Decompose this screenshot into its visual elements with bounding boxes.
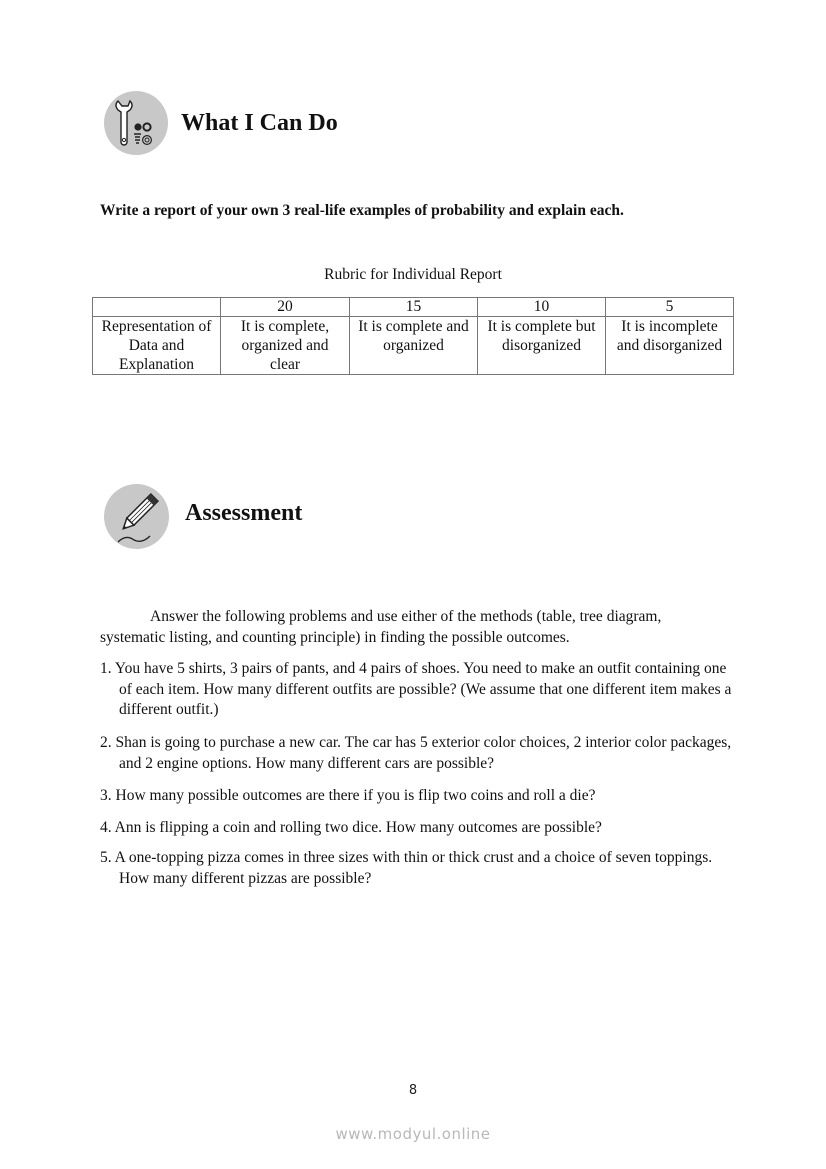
- problem-item: 4. Ann is flipping a coin and rolling two dice. How many outcomes are possible?: [100, 819, 602, 836]
- rubric-header-cell: 15: [350, 298, 478, 317]
- pencil-icon: [104, 484, 169, 549]
- page-number: 8: [408, 1083, 418, 1098]
- instruction-text: Write a report of your own 3 real-life examples of probability and explain each.: [100, 202, 624, 219]
- rubric-header-cell: 5: [606, 298, 734, 317]
- rubric-table: [92, 297, 734, 375]
- section-title: Assessment: [185, 500, 303, 526]
- rubric-header-cell: 10: [478, 298, 606, 317]
- rubric-header-cell: [93, 298, 221, 317]
- rubric-cell: It is complete, organized and clear: [221, 317, 350, 375]
- problem-item: 3. How many possible outcomes are there if you is flip two coins and roll a die?: [100, 787, 596, 804]
- rubric-cell: It is complete and organized: [350, 317, 478, 375]
- assessment-intro: [100, 607, 720, 648]
- wrench-and-bolts-icon: [104, 91, 168, 155]
- rubric-cell: It is incomplete and disorganized: [606, 317, 734, 375]
- problem-item: 1. You have 5 shirts, 3 pairs of pants, and 4 pairs of shoes. You need to make an outfit containing one of each item. How many different outfits are possible? (We assume that one different item makes a different outfit.): [100, 660, 732, 718]
- rubric-header-cell: 20: [221, 298, 350, 317]
- rubric-cell: It is complete but disorganized: [478, 317, 606, 375]
- rubric-criterion-cell: Representation of Data and Explanation: [93, 317, 221, 375]
- problem-item: 5. A one-topping pizza comes in three sizes with thin or thick crust and a choice of seven toppings. How many different pizzas are possible?: [100, 849, 713, 887]
- rubric-header-row: [93, 298, 734, 317]
- assessment-intro-text: Answer the following problems and use either of the methods (table, tree diagram, systematic listing, and counting principle) in finding the possible outcomes.: [100, 608, 662, 646]
- problem-item: 2. Shan is going to purchase a new car. The car has 5 exterior color choices, 2 interior color packages, and 2 engine options. How many different cars are possible?: [100, 734, 732, 772]
- section-title: What I Can Do: [181, 110, 338, 136]
- watermark: www.modyul.online: [335, 1125, 491, 1143]
- rubric-row: [93, 317, 734, 375]
- rubric-caption: Rubric for Individual Report: [324, 266, 502, 283]
